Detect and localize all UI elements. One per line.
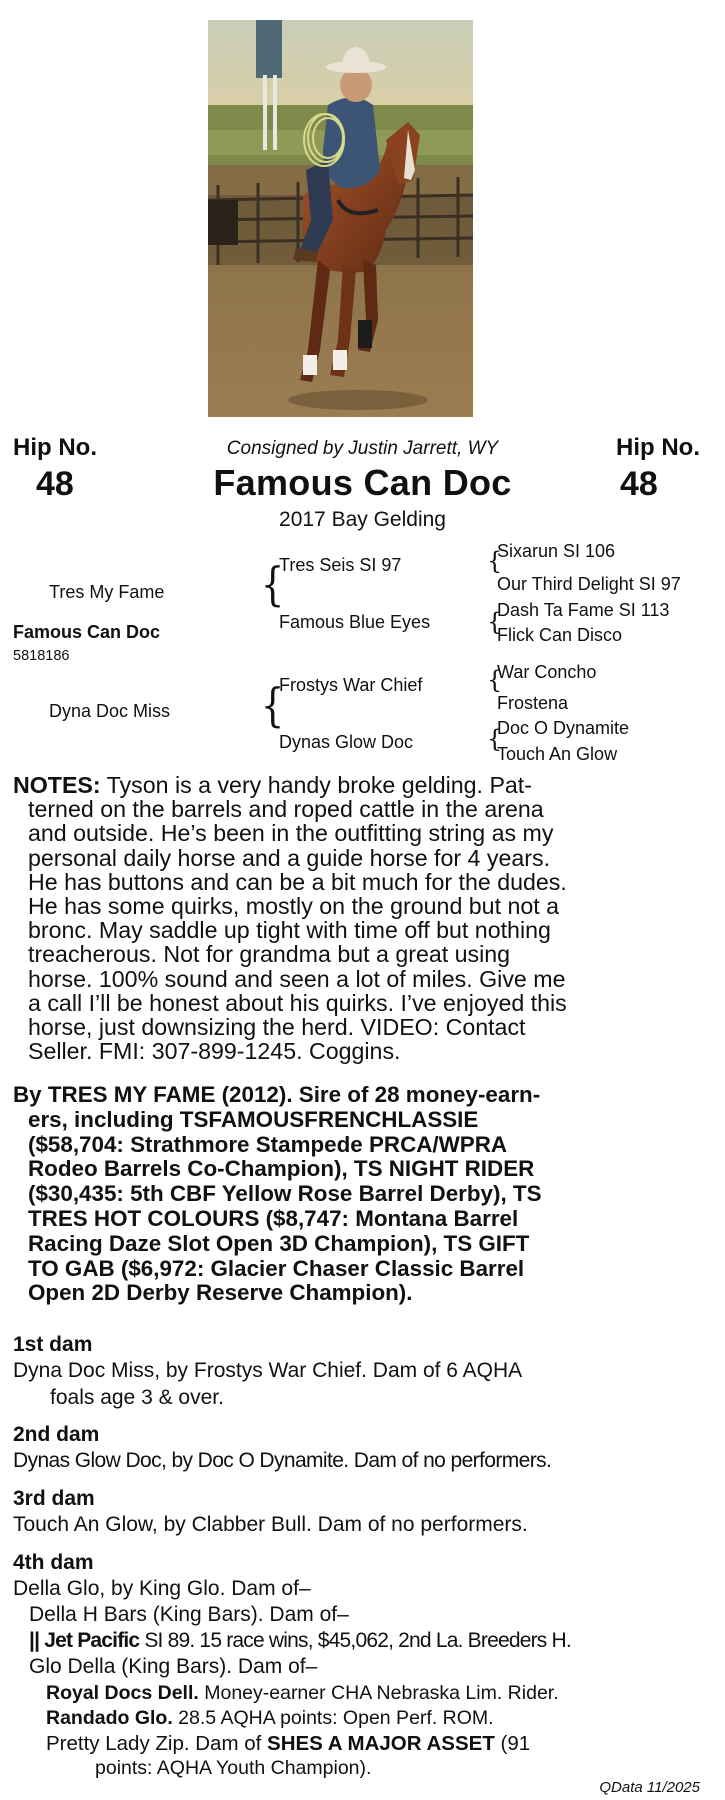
registration-number: 5818186 bbox=[13, 648, 70, 664]
dam-sire: Frostys War Chief bbox=[279, 675, 423, 695]
notes-label: NOTES: bbox=[13, 772, 101, 798]
ds-dam: Frostena bbox=[497, 693, 569, 713]
notes-line: He has buttons and can be a bit much for the dudes. bbox=[28, 868, 567, 895]
sire-name: Tres My Fame bbox=[49, 582, 165, 602]
brace-dd: { bbox=[487, 725, 503, 753]
sire-line: Open 2D Derby Reserve Champion). bbox=[28, 1280, 413, 1306]
brace-dam: { bbox=[260, 678, 285, 732]
notes-line: horse, just downsizing the herd. VIDEO: Contact bbox=[28, 1014, 526, 1041]
sire-line: TO GAB ($6,972: Glacier Chaser Classic Barrel bbox=[28, 1255, 525, 1281]
sire-dam: Famous Blue Eyes bbox=[279, 612, 431, 632]
notes-line: and outside. He’s been in the outfitting string as my bbox=[28, 820, 554, 847]
notes-line: personal daily horse and a guide horse for 4 years. bbox=[28, 844, 551, 871]
pretty-lady-zip-line: Pretty Lady Zip. Dam of SHES A MAJOR ASSET (91 bbox=[46, 1732, 531, 1755]
second-dam-heading: 2nd dam bbox=[13, 1423, 100, 1446]
notes-line: a call I’ll be honest about his quirks. I’ve enjoyed this bbox=[28, 989, 567, 1016]
brace-sire: { bbox=[260, 557, 285, 611]
notes-line: Seller. FMI: 307-899-1245. Coggins. bbox=[28, 1038, 401, 1065]
sire-sire: Tres Seis SI 97 bbox=[279, 555, 402, 575]
first-dam-line: Dyna Doc Miss, by Frostys War Chief. Dam of 6 AQHA bbox=[13, 1359, 523, 1382]
della-h-bars-line: Della H Bars (King Bars). Dam of– bbox=[29, 1603, 349, 1626]
fourth-dam-heading: 4th dam bbox=[13, 1551, 94, 1574]
notes-section bbox=[13, 773, 703, 1063]
horse-rider-image bbox=[208, 20, 473, 417]
ds-sire: War Concho bbox=[497, 662, 597, 682]
consignor: Consigned by Justin Jarrett, WY bbox=[226, 438, 499, 459]
ss-dam: Our Third Delight SI 97 bbox=[497, 574, 681, 594]
notes-line: bronc. May saddle up tight with time off but nothing bbox=[28, 917, 551, 944]
sd-dam: Flick Can Disco bbox=[497, 625, 623, 645]
subject-name: Famous Can Doc bbox=[13, 622, 161, 642]
jet-pacific-line: || Jet Pacific SI 89. 15 race wins, $45,062, 2nd La. Breeders H. bbox=[29, 1629, 571, 1652]
glo-della-line: Glo Della (King Bars). Dam of– bbox=[29, 1655, 318, 1678]
footer-credit: QData 11/2025 bbox=[599, 1779, 700, 1796]
brace-ss: { bbox=[487, 547, 503, 575]
third-dam-line: Touch An Glow, by Clabber Bull. Dam of no performers. bbox=[13, 1513, 528, 1536]
brace-sd: { bbox=[487, 608, 503, 636]
sire-line: ($58,704: Strathmore Stampede PRCA/WPRA bbox=[28, 1131, 508, 1157]
sire-line: ers, including TSFAMOUSFRENCHLASSIE bbox=[28, 1106, 479, 1132]
notes-line: treacherous. Not for grandma but a great using bbox=[28, 941, 511, 968]
horse-photo bbox=[208, 20, 473, 417]
third-dam-heading: 3rd dam bbox=[13, 1487, 95, 1510]
notes-line: He has some quirks, mostly on the ground but not a bbox=[28, 893, 560, 920]
royal-docs-dell-line: Royal Docs Dell. Money-earner CHA Nebraska Lim. Rider. bbox=[46, 1682, 559, 1704]
fourth-dam-line: Della Glo, by King Glo. Dam of– bbox=[13, 1577, 311, 1600]
dd-sire: Doc O Dynamite bbox=[497, 718, 630, 738]
sire-line: Racing Daze Slot Open 3D Champion), TS GIFT bbox=[28, 1230, 530, 1256]
pretty-lady-zip-line-2: points: AQHA Youth Champion). bbox=[95, 1757, 372, 1779]
hip-label-right: Hip No. bbox=[616, 434, 700, 461]
horse-name: Famous Can Doc bbox=[213, 462, 512, 503]
ss-sire: Sixarun SI 106 bbox=[497, 541, 616, 561]
dam-name: Dyna Doc Miss bbox=[49, 701, 171, 721]
second-dam-line: Dynas Glow Doc, by Doc O Dynamite. Dam of no performers. bbox=[13, 1449, 552, 1472]
sire-line: ($30,435: 5th CBF Yellow Rose Barrel Derby), TS bbox=[28, 1181, 542, 1207]
horse-description: 2017 Bay Gelding bbox=[279, 508, 446, 531]
dd-dam: Touch An Glow bbox=[497, 744, 618, 764]
brace-ds: { bbox=[487, 666, 503, 694]
hip-number-left: 48 bbox=[36, 465, 74, 503]
notes-line: horse. 100% sound and seen a lot of miles. Give me bbox=[28, 965, 566, 992]
sire-line: TRES HOT COLOURS ($8,747: Montana Barrel bbox=[28, 1205, 519, 1231]
first-dam-heading: 1st dam bbox=[13, 1333, 93, 1356]
randado-glo-line: Randado Glo. 28.5 AQHA points: Open Perf. ROM. bbox=[46, 1707, 494, 1729]
notes-line: NOTES: Tyson is a very handy broke gelding. Pat- bbox=[13, 772, 532, 798]
sire-summary bbox=[13, 1083, 703, 1306]
sire-line: By TRES MY FAME (2012). Sire of 28 money-earn- bbox=[13, 1082, 541, 1107]
notes-line: terned on the barrels and roped cattle in the arena bbox=[28, 796, 544, 823]
sire-line: Rodeo Barrels Co-Champion), TS NIGHT RIDER bbox=[28, 1156, 535, 1182]
dam-dam: Dynas Glow Doc bbox=[279, 732, 414, 752]
hip-label-left: Hip No. bbox=[13, 434, 97, 461]
sd-sire: Dash Ta Fame SI 113 bbox=[497, 600, 670, 620]
hip-number-right: 48 bbox=[620, 465, 658, 503]
first-dam-line: foals age 3 & over. bbox=[50, 1386, 224, 1409]
